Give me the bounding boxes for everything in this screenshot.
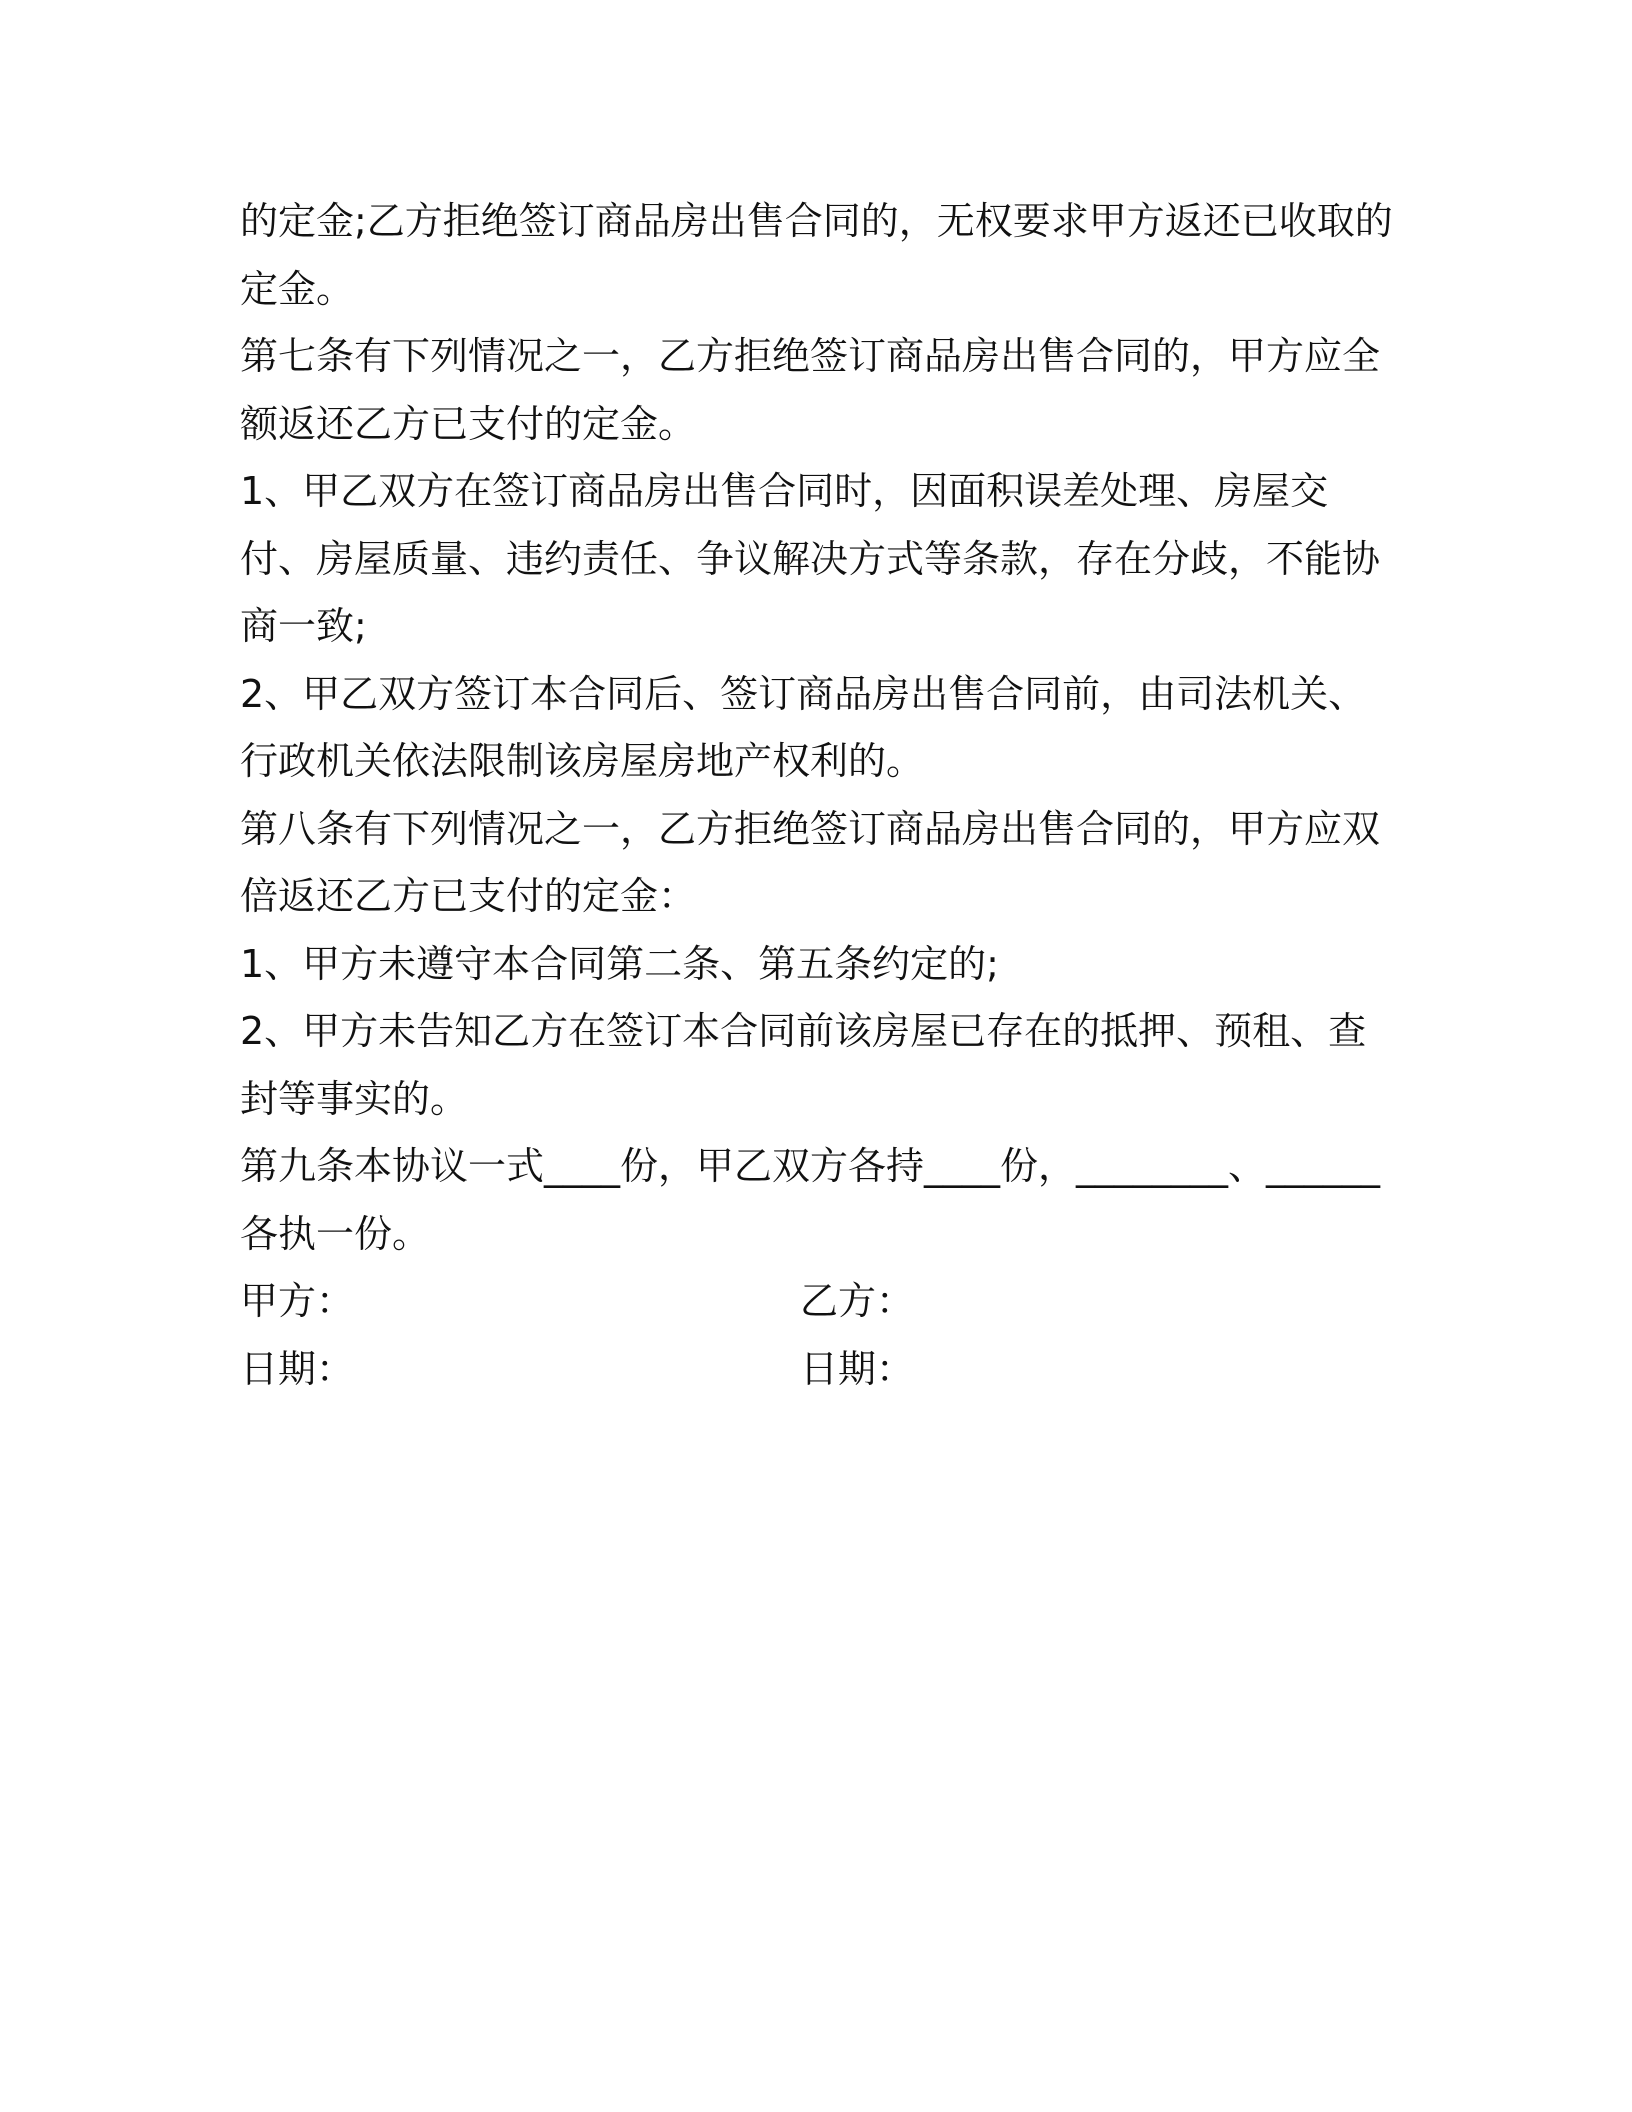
paragraph-article-9: 第九条本协议一式____份，甲乙双方各持____份，________、______各执一份。 xyxy=(240,1144,1381,1256)
paragraph-article-7-item-1: 1、甲乙双方在签订商品房出售合同时，因面积误差处理、房屋交付、房屋质量、违约责任、争议解决方式等条款，存在分歧，不能协商一致; xyxy=(240,469,1381,648)
paragraph-article-7-item-2: 2、甲乙双方签订本合同后、签订商品房出售合同前，由司法机关、行政机关依法限制该房屋房地产权利的。 xyxy=(240,671,1367,783)
signature-row-parties xyxy=(240,1268,1400,1336)
paragraph-article-8-item-2: 2、甲方未告知乙方在签订本合同前该房屋已存在的抵押、预租、查封等事实的。 xyxy=(240,1009,1367,1121)
document-body xyxy=(240,188,1400,1403)
paragraph-article-7: 第七条有下列情况之一，乙方拒绝签订商品房出售合同的，甲方应全额返还乙方已支付的定金。 xyxy=(240,334,1381,446)
date-a-label: 日期： xyxy=(240,1346,355,1391)
signature-row-dates xyxy=(240,1336,1400,1404)
paragraph-article-8: 第八条有下列情况之一，乙方拒绝签订商品房出售合同的，甲方应双倍返还乙方已支付的定金： xyxy=(240,806,1381,918)
paragraph-article-8-item-1: 1、甲方未遵守本合同第二条、第五条约定的; xyxy=(240,941,999,986)
party-a-label: 甲方： xyxy=(240,1279,355,1323)
party-b-label: 乙方： xyxy=(800,1279,915,1323)
date-b-label: 日期： xyxy=(800,1346,915,1391)
paragraph-deposit-continuation: 的定金;乙方拒绝签订商品房出售合同的，无权要求甲方返还已收取的定金。 xyxy=(240,199,1393,311)
